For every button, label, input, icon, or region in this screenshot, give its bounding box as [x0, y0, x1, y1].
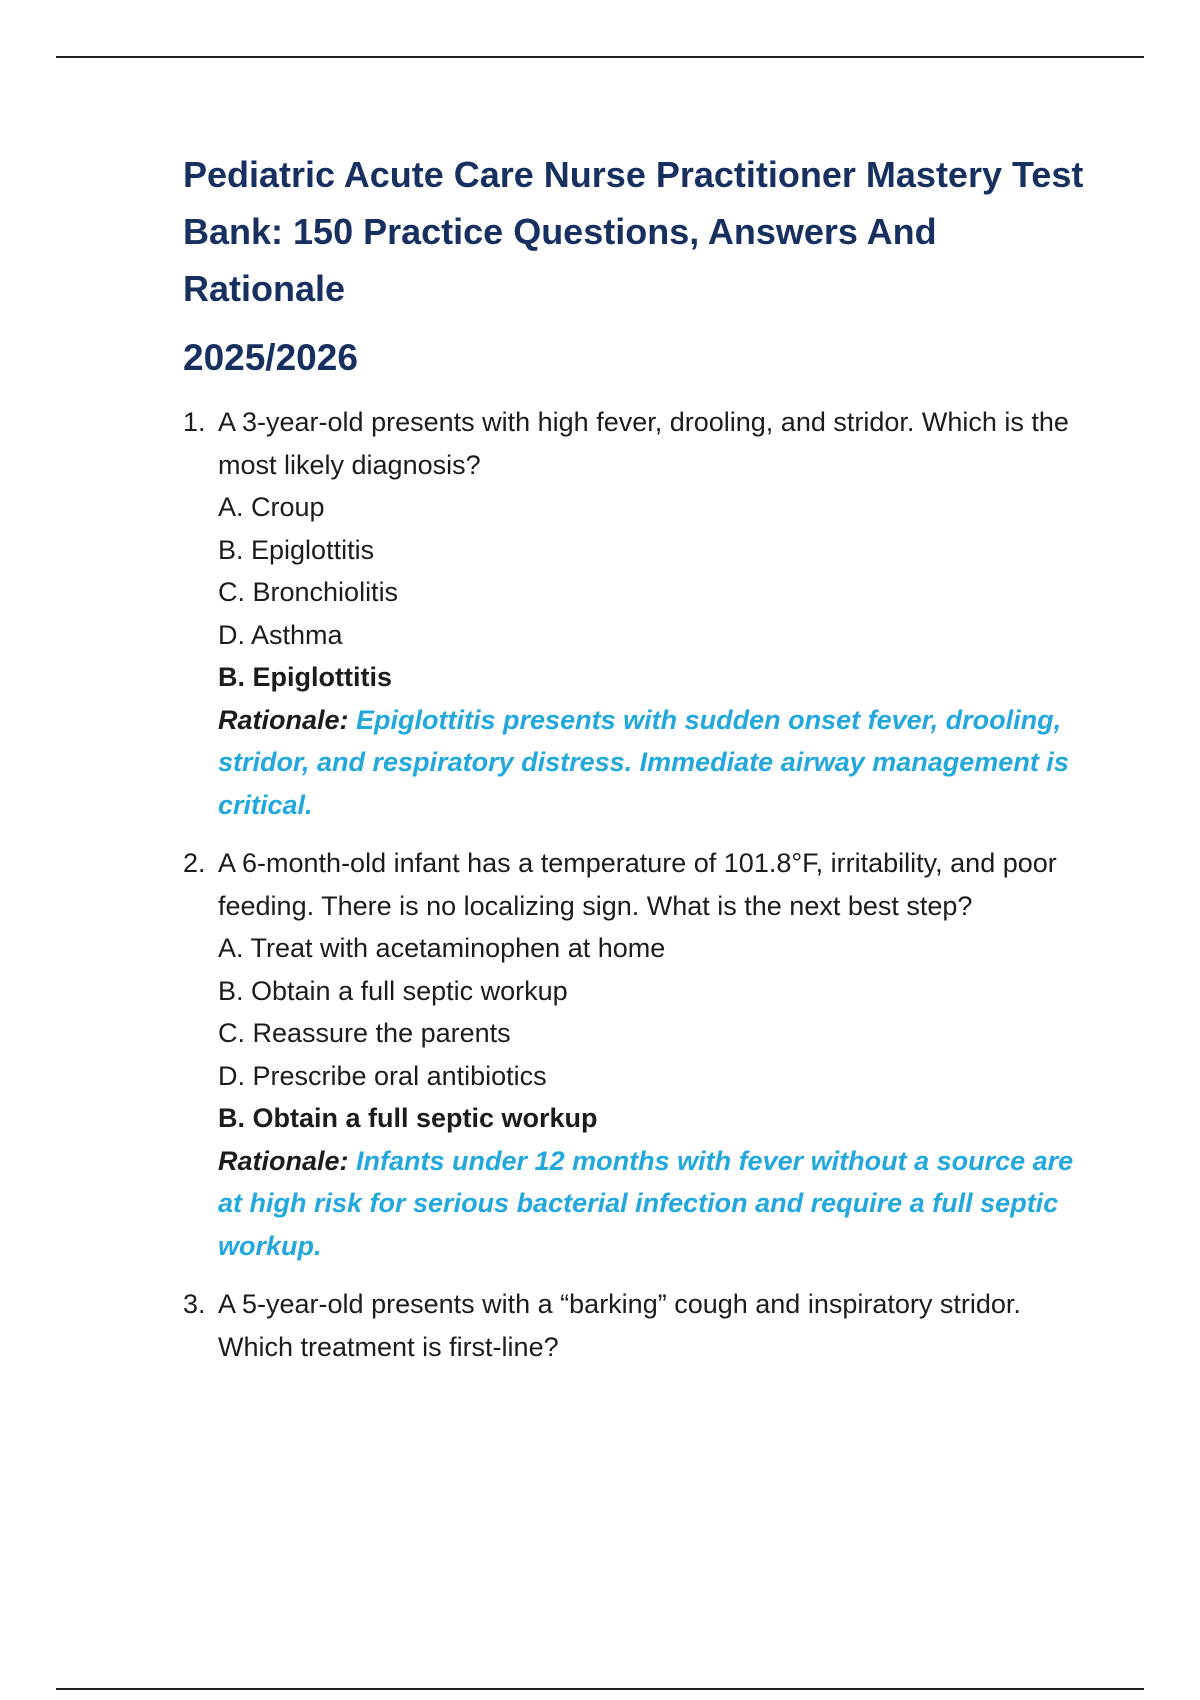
question-stem: A 6-month-old infant has a temperature of 101.8°F, irritability, and poor feeding. There is no localizing sign. What is the next best step? — [218, 848, 1057, 921]
option-item: A. Croup — [218, 492, 325, 522]
question-stem: A 5-year-old presents with a “barking” cough and inspiratory stridor. Which treatment is first-line? — [218, 1289, 1021, 1362]
question-item — [183, 842, 1103, 1267]
option-item: D. Prescribe oral antibiotics — [218, 1060, 547, 1091]
rationale-text: Infants under 12 months with fever without a source are at high risk for serious bacterial infection and require a full septic workup. — [218, 1145, 1074, 1261]
question-item — [183, 401, 1103, 826]
question-number: 3. — [183, 1289, 206, 1319]
document-body — [183, 146, 1103, 1384]
question-stem: A 3-year-old presents with high fever, drooling, and stridor. Which is the most likely diagnosis? — [218, 407, 1069, 480]
rationale-label: Rationale: — [218, 704, 349, 735]
footer-rule — [56, 1688, 1144, 1690]
option-item: C. Bronchiolitis — [218, 577, 399, 607]
document-title: Pediatric Acute Care Nurse Practitioner Mastery Test Bank: 150 Practice Questions, Answers And Rationale — [183, 154, 1084, 309]
option-item: C. Reassure the parents — [218, 1018, 511, 1048]
question-number: 2. — [183, 848, 206, 878]
rationale-text: Epiglottitis presents with sudden onset fever, drooling, stridor, and respiratory distress. Immediate airway management is critical. — [218, 704, 1069, 820]
option-list — [218, 486, 1103, 656]
header-rule — [56, 56, 1144, 58]
option-item: B. Obtain a full septic workup — [218, 975, 568, 1006]
option-item: A. Treat with acetaminophen at home — [218, 933, 666, 963]
correct-answer: B. Obtain a full septic workup — [218, 1103, 598, 1133]
document-year: 2025/2026 — [183, 337, 358, 378]
question-list — [183, 401, 1103, 1368]
rationale — [218, 699, 1103, 827]
correct-answer: B. Epiglottitis — [218, 662, 392, 692]
question-number: 1. — [183, 407, 206, 437]
option-list — [218, 927, 1103, 1097]
rationale — [218, 1140, 1103, 1268]
question-item — [183, 1283, 1103, 1368]
option-item: B. Epiglottitis — [218, 534, 375, 565]
rationale-label: Rationale: — [218, 1145, 349, 1176]
option-item: D. Asthma — [218, 619, 343, 650]
